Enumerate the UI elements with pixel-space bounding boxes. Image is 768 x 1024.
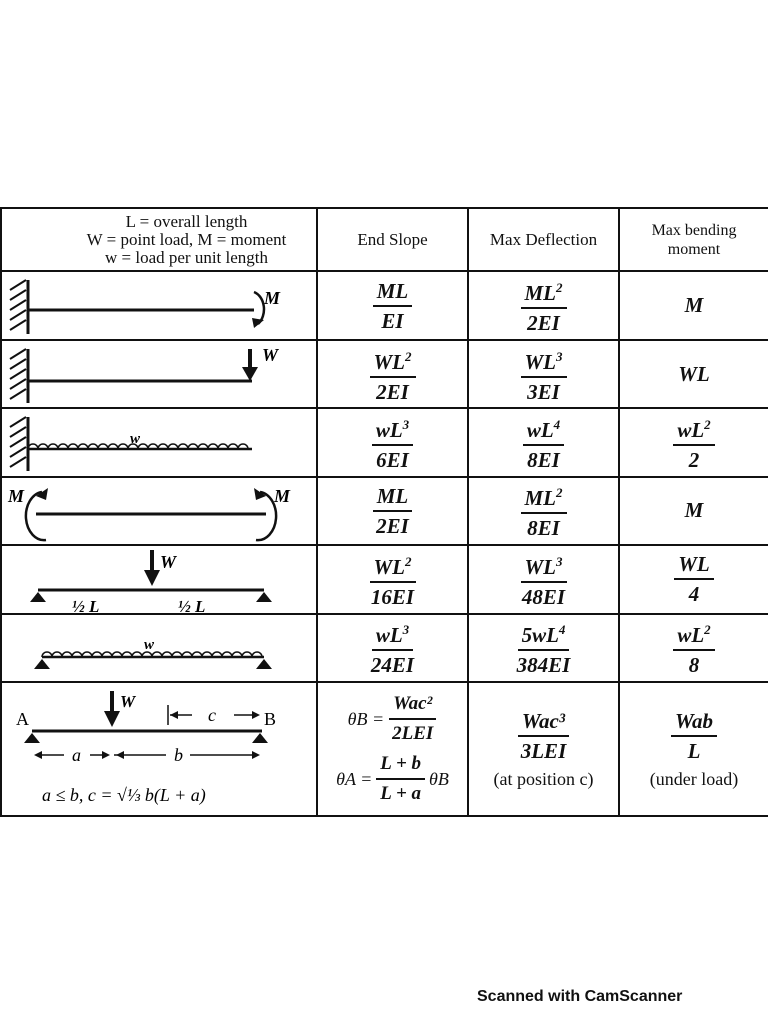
moment-denominator: 2 xyxy=(688,448,700,472)
moment-value: M xyxy=(684,498,704,523)
beam-formula-table xyxy=(0,207,768,817)
deflection-exponent: 4 xyxy=(558,622,566,638)
slope-cell xyxy=(317,682,468,816)
deflection-denominator: 48EI xyxy=(521,584,566,609)
diagram-cantilever-end-moment xyxy=(1,271,317,339)
theta-b-numerator: Wac² xyxy=(389,692,436,720)
deflection-exponent: 4 xyxy=(553,417,561,432)
diagram-simply-supported-point-load xyxy=(1,545,317,613)
moment-cell xyxy=(619,477,768,545)
deflection-denominator: 8EI xyxy=(527,448,560,472)
legend-line-1: L = overall length xyxy=(125,211,248,231)
theta-a-equation xyxy=(318,752,467,806)
deflection-cell xyxy=(468,340,619,408)
deflection-denominator: 3LEI xyxy=(520,738,567,763)
theta-a-label: θA = xyxy=(336,768,373,789)
header-max-bending-moment: Max bending moment xyxy=(619,208,768,271)
deflection-cell xyxy=(468,614,619,682)
header-end-slope: End Slope xyxy=(317,208,468,271)
moment-numerator: wL xyxy=(677,623,705,648)
ss-offset-load-diagram xyxy=(2,683,318,816)
deflection-cell xyxy=(468,545,619,613)
scanner-watermark: Scanned with CamScanner xyxy=(477,988,683,1005)
table-row xyxy=(1,271,768,339)
deflection-note: (at position c) xyxy=(493,768,594,789)
table-row xyxy=(1,682,768,816)
ss-point-load-diagram xyxy=(2,546,318,614)
moment-cell xyxy=(619,408,768,476)
deflection-cell xyxy=(468,271,619,339)
table-row xyxy=(1,340,768,408)
slope-cell xyxy=(317,408,468,476)
moment-exponent: 2 xyxy=(704,622,711,638)
moment-denominator: L xyxy=(687,738,701,763)
cantilever-udl-diagram xyxy=(2,409,318,477)
moment-cell xyxy=(619,682,768,816)
deflection-cell xyxy=(468,408,619,476)
slope-denominator: 24EI xyxy=(370,653,415,678)
diagram-label-half-right: ½ L xyxy=(178,597,206,615)
theta-a-denominator: L + a xyxy=(380,783,422,805)
diagram-label-left-m: M xyxy=(8,485,25,506)
moment-cell xyxy=(619,614,768,682)
deflection-numerator: WL xyxy=(524,554,556,579)
diagram-offset-point-load xyxy=(1,682,317,816)
diagram-label-c: c xyxy=(208,705,216,726)
slope-cell xyxy=(317,477,468,545)
cantilever-point-load-diagram xyxy=(2,341,318,409)
deflection-cell xyxy=(468,477,619,545)
theta-b-equation xyxy=(318,692,467,746)
cantilever-moment-diagram xyxy=(2,272,318,340)
theta-b-label: θB = xyxy=(347,708,385,729)
slope-denominator: 16EI xyxy=(370,584,415,609)
moment-denominator: 4 xyxy=(688,582,700,607)
slope-exponent: 2 xyxy=(405,348,412,364)
end-moments-diagram xyxy=(2,478,318,546)
deflection-exponent: 3 xyxy=(556,348,563,364)
slope-denominator: 2EI xyxy=(376,379,409,404)
deflection-numerator: WL xyxy=(524,349,556,374)
diagram-label-a-point: A xyxy=(16,709,29,730)
diagram-label-w: w xyxy=(144,636,155,653)
header-max-deflection: Max Deflection xyxy=(468,208,619,271)
diagram-label-a: a xyxy=(72,745,81,766)
deflection-numerator: ML xyxy=(524,486,556,511)
slope-cell xyxy=(317,271,468,339)
beam-formula-table-wrapper xyxy=(0,207,768,817)
diagram-cantilever-udl xyxy=(1,408,317,476)
slope-numerator: wL xyxy=(375,623,403,648)
offset-condition: a ≤ b, c = √⅓ b(L + a) xyxy=(42,785,206,806)
slope-denominator: 2EI xyxy=(376,513,409,538)
deflection-denominator: 8EI xyxy=(527,516,560,541)
moment-exponent: 2 xyxy=(704,417,711,432)
slope-numerator: wL xyxy=(375,418,403,442)
deflection-denominator: 3EI xyxy=(527,379,560,404)
slope-exponent: 3 xyxy=(402,417,410,432)
diagram-label-b: b xyxy=(174,745,183,766)
theta-a-numerator: L + b xyxy=(376,752,425,780)
slope-denominator: EI xyxy=(381,308,404,333)
moment-value: M xyxy=(684,293,704,318)
table-row xyxy=(1,614,768,682)
deflection-numerator: Wac³ xyxy=(518,709,569,737)
theta-a-factor: θB xyxy=(429,768,449,789)
deflection-denominator: 2EI xyxy=(527,311,560,336)
diagram-label-w: w xyxy=(130,431,141,448)
diagram-label-half-left: ½ L xyxy=(72,597,100,615)
moment-note: (under load) xyxy=(649,768,739,789)
deflection-exponent: 3 xyxy=(556,553,563,569)
moment-cell xyxy=(619,271,768,339)
slope-numerator: WL xyxy=(373,554,405,579)
slope-denominator: 6EI xyxy=(376,448,409,472)
moment-numerator: wL xyxy=(677,418,705,442)
moment-value: WL xyxy=(678,361,710,386)
slope-cell xyxy=(317,545,468,613)
diagram-label-b-point: B xyxy=(264,709,277,730)
slope-numerator: ML xyxy=(376,278,409,303)
moment-numerator: WL xyxy=(678,552,710,577)
slope-exponent: 2 xyxy=(405,553,412,569)
deflection-exponent: 2 xyxy=(556,280,563,296)
diagram-simply-supported-udl xyxy=(1,614,317,682)
slope-cell xyxy=(317,614,468,682)
diagram-label-w: W xyxy=(262,344,279,365)
moment-numerator: Wab xyxy=(671,709,717,737)
diagram-end-moments xyxy=(1,477,317,545)
deflection-cell xyxy=(468,682,619,816)
legend-cell xyxy=(1,208,317,271)
legend-line-2: W = point load, M = moment xyxy=(86,229,287,249)
moment-cell xyxy=(619,545,768,613)
slope-exponent: 3 xyxy=(402,622,410,638)
ss-udl-diagram xyxy=(2,615,318,683)
diagram-label-right-m: M xyxy=(274,485,291,506)
moment-denominator: 8 xyxy=(688,653,700,678)
table-row xyxy=(1,477,768,545)
deflection-numerator: 5wL xyxy=(521,623,559,648)
diagram-cantilever-point-load xyxy=(1,340,317,408)
slope-numerator: ML xyxy=(376,483,409,508)
deflection-denominator: 384EI xyxy=(516,653,571,678)
diagram-label-w: W xyxy=(120,692,136,712)
moment-cell xyxy=(619,340,768,408)
slope-numerator: WL xyxy=(373,349,405,374)
deflection-exponent: 2 xyxy=(556,485,563,501)
deflection-numerator: wL xyxy=(526,418,554,442)
table-row xyxy=(1,545,768,613)
theta-b-denominator: 2LEI xyxy=(392,723,434,745)
deflection-numerator: ML xyxy=(524,281,556,306)
header-row xyxy=(1,208,768,271)
table-row xyxy=(1,408,768,476)
slope-cell xyxy=(317,340,468,408)
diagram-label-w: W xyxy=(160,552,177,573)
legend-line-3: w = load per unit length xyxy=(104,247,269,267)
diagram-label-m: M xyxy=(264,288,281,309)
